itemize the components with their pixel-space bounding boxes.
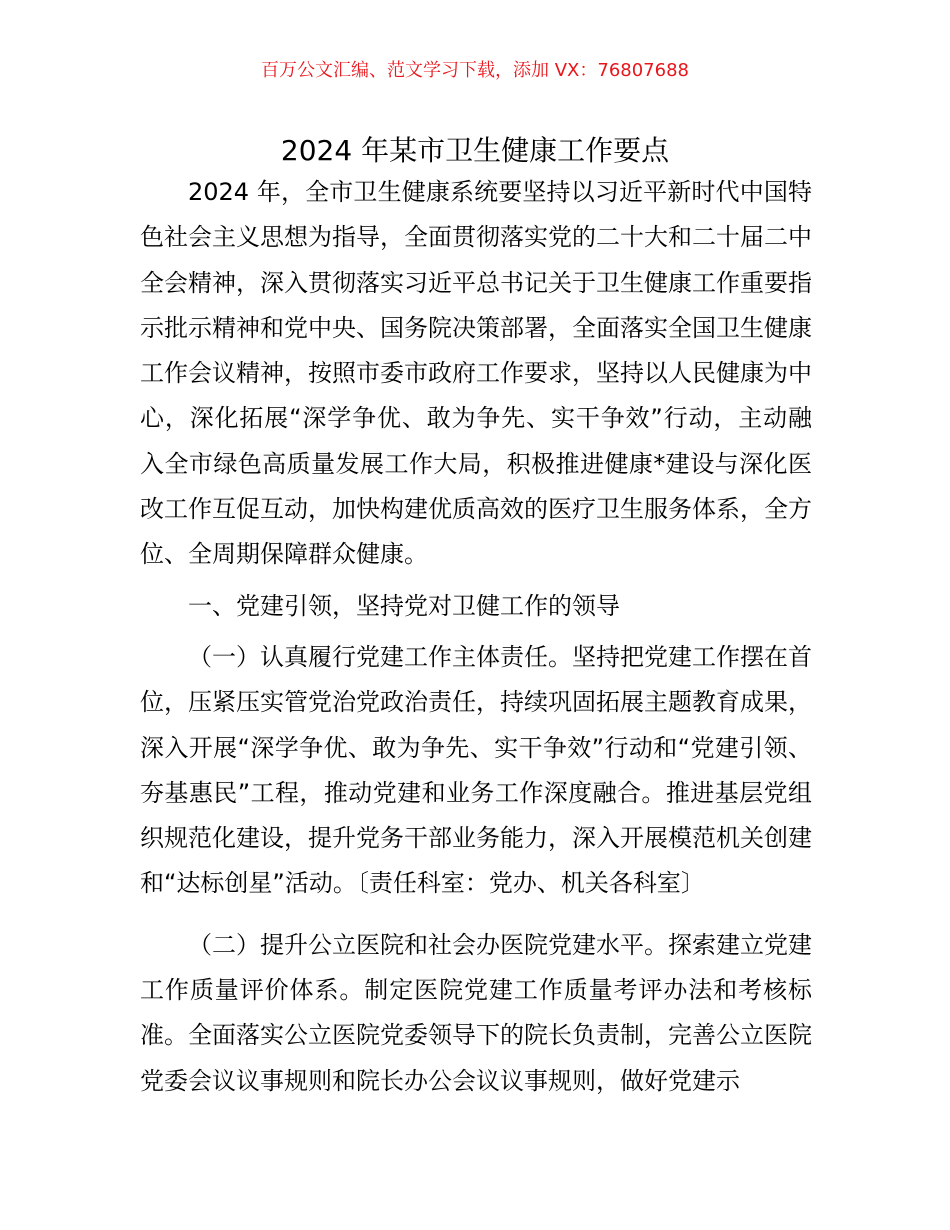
header-watermark-note: 百万公文汇编、范文学习下载，添加 VX：76807688 bbox=[261, 60, 689, 81]
section-heading-1: 一、党建引领，坚持党对卫健工作的领导 bbox=[188, 591, 620, 620]
document-body bbox=[140, 170, 812, 1104]
intro-paragraph: 2024 年，全市卫生健康系统要坚持以习近平新时代中国特色社会主义思想为指导，全面贯彻落实党的二十大和二十届二中全会精神，深入贯彻落实习近平总书记关于卫生健康工作重要指示批示精神和党中央、国务院决策部署，全面落实全国卫生健康工作会议精神，按照市委市政府工作要求，坚持以人民健康为中心，深化拓展“深学争优、敢为争先、实干争效”行动，主动融入全市绿色高质量发展工作大局，积极推进健康*建设与深化医改工作互促互动，加快构建优质高效的医疗卫生服务体系，全方位、全周期保障群众健康。 bbox=[140, 178, 812, 569]
subsection-2-paragraph: （二）提升公立医院和社会办医院党建水平。探索建立党建工作质量评价体系。制定医院党建工作质量考评办法和考核标准。全面落实公立医院党委领导下的院长负责制，完善公立医院党委会议议事规则和院长办公会议议事规则，做好党建示 bbox=[140, 930, 812, 1095]
document-title: 2024 年某市卫生健康工作要点 bbox=[280, 133, 670, 167]
subsection-1-paragraph: （一）认真履行党建工作主体责任。坚持把党建工作摆在首位，压紧压实管党治党政治责任，持续巩固拓展主题教育成果，深入开展“深学争优、敢为争先、实干争效”行动和“党建引领、夯基惠民”工程，推动党建和业务工作深度融合。推进基层党组织规范化建设，提升党务干部业务能力，深入开展模范机关创建和“达标创星”活动。〔责任科室：党办、机关各科室〕 bbox=[140, 642, 812, 898]
